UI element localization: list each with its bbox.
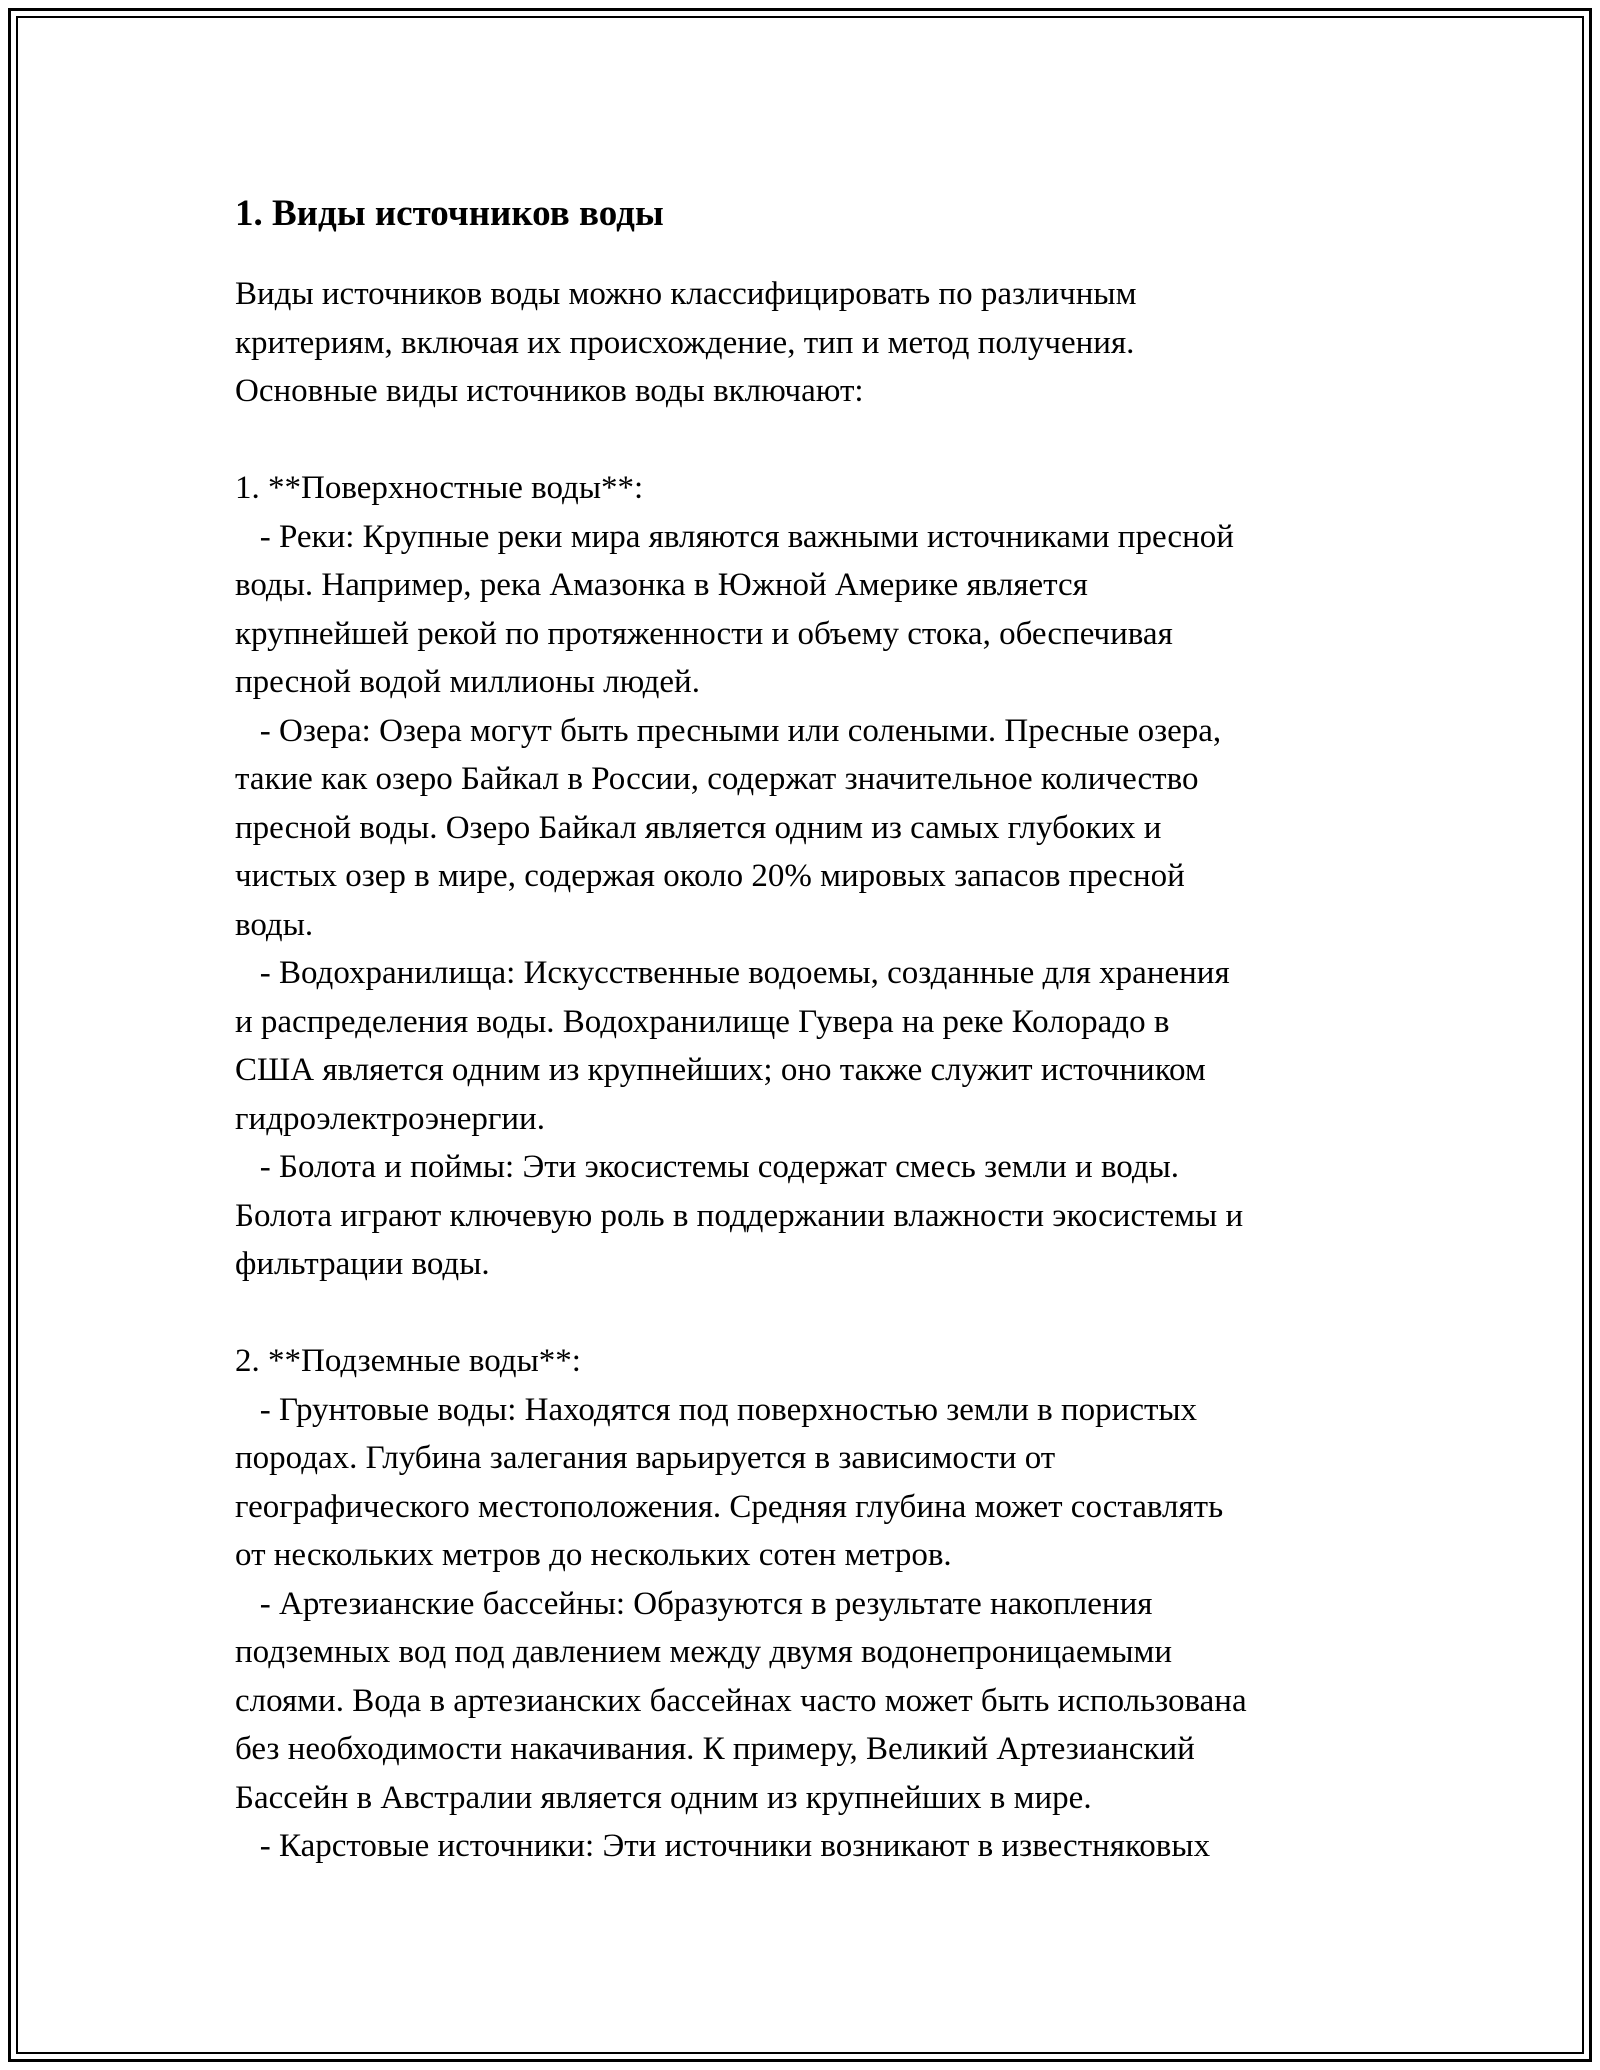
list-item-artesian-basins: - Артезианские бассейны: Образуются в результате накопления подземных вод под давлением между двумя водонепроницаемыми слоями. Вода в артезианских бассейнах часто может быть использована без необходимости накачивания. К примеру, Великий Артезианский Бассейн в Австралии является одним из крупнейших в мире. xyxy=(235,1585,1247,1816)
list-item-lakes: - Озера: Озера могут быть пресными или солеными. Пресные озера, такие как озеро Байкал в России, содержат значительное количество пресной воды. Озеро Байкал является одним из самых глубоких и чистых озер в мире, содержая около 20% мировых запасов пресной воды. xyxy=(235,712,1222,943)
document-body xyxy=(235,186,1415,1871)
list-title-surface-water: 1. **Поверхностные воды**: xyxy=(235,470,644,506)
list-item-rivers: - Реки: Крупные реки мира являются важными источниками пресной воды. Например, река Амазонка в Южной Америке является крупнейшей рекой по протяженности и объему стока, обеспечивая пресной водой миллионы людей. xyxy=(235,518,1234,700)
list-item-wetlands: - Болота и поймы: Эти экосистемы содержат смесь земли и воды. Болота играют ключевую роль в поддержании влажности экосистемы и фильтрации воды. xyxy=(235,1149,1244,1282)
list-item-reservoirs: - Водохранилища: Искусственные водоемы, созданные для хранения и распределения воды. Водохранилище Гувера на реке Колорадо в США является одним из крупнейших; оно также служит источником гидроэлектроэнергии. xyxy=(235,955,1230,1137)
list-title-groundwater: 2. **Подземные воды**: xyxy=(235,1343,581,1379)
blank-line xyxy=(235,416,1415,465)
list-item-karst-springs: - Карстовые источники: Эти источники возникают в известняковых xyxy=(235,1828,1211,1864)
section-heading: 1. Виды источников воды xyxy=(235,193,664,234)
intro-paragraph: Виды источников воды можно классифицировать по различным критериям, включая их происхождение, тип и метод получения. Основные виды источников воды включают: xyxy=(235,276,1137,409)
list-item-groundwater: - Грунтовые воды: Находятся под поверхностью земли в пористых породах. Глубина залегания варьируется в зависимости от географического местоположения. Средняя глубина может составлять от нескольких метров до нескольких сотен метров. xyxy=(235,1391,1224,1573)
blank-line xyxy=(235,1289,1415,1338)
